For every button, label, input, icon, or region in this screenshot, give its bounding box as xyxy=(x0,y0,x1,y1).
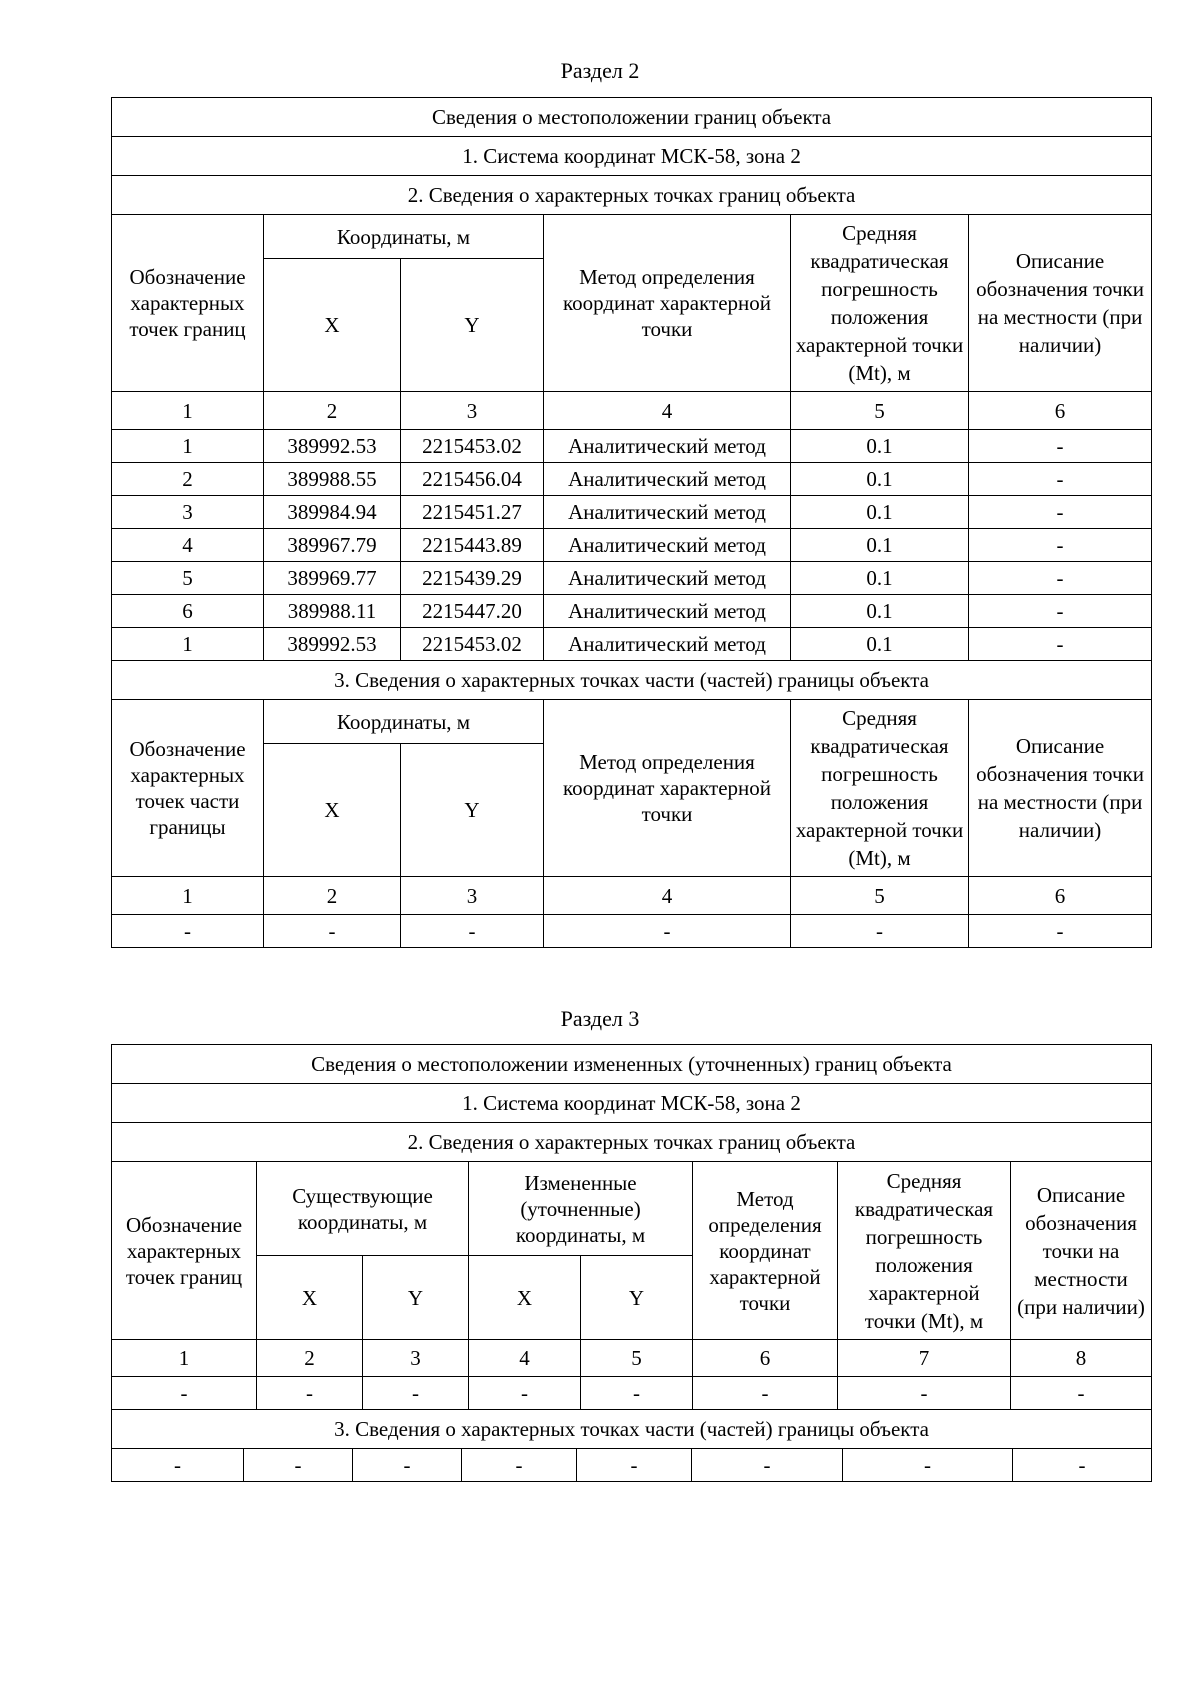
points-section-title: 2. Сведения о характерных точках границ объекта xyxy=(112,176,1152,215)
empty-cell: - xyxy=(791,915,969,948)
point-id-cell: 1 xyxy=(112,628,264,661)
point-id-cell: 5 xyxy=(112,562,264,595)
col-number: 2 xyxy=(257,1340,363,1377)
col-header-method: Метод определения координат характерной точки xyxy=(544,215,791,392)
point-id-cell: 2 xyxy=(112,463,264,496)
table-row xyxy=(112,915,1152,948)
error-cell: 0.1 xyxy=(791,463,969,496)
col-number: 5 xyxy=(581,1340,693,1377)
method-cell: Аналитический метод xyxy=(544,595,791,628)
error-cell: 0.1 xyxy=(791,595,969,628)
col-header-coords: Координаты, м xyxy=(264,215,544,259)
empty-cell: - xyxy=(969,915,1152,948)
section-2-header: Сведения о местоположении границ объекта xyxy=(112,98,1152,137)
col-header-existing-coords: Существующие координаты, м xyxy=(257,1162,469,1256)
col-number: 5 xyxy=(791,392,969,430)
table-row xyxy=(112,430,1152,463)
empty-cell: - xyxy=(577,1449,692,1482)
empty-cell: - xyxy=(469,1377,581,1410)
description-cell: - xyxy=(969,562,1152,595)
parts-column-number-row xyxy=(112,877,1152,915)
method-cell: Аналитический метод xyxy=(544,463,791,496)
empty-cell: - xyxy=(363,1377,469,1410)
parts-section-title: 3. Сведения о характерных точках части (частей) границы объекта xyxy=(112,1410,1152,1449)
x-coordinate-cell: 389988.11 xyxy=(264,595,401,628)
col-number: 6 xyxy=(969,392,1152,430)
parts-col-header-y: Y xyxy=(401,744,544,877)
empty-cell: - xyxy=(112,1377,257,1410)
empty-cell: - xyxy=(581,1377,693,1410)
col-number: 7 xyxy=(838,1340,1011,1377)
x-coordinate-cell: 389969.77 xyxy=(264,562,401,595)
section-3-parts-table xyxy=(111,1409,1152,1482)
col-header-existing-y: Y xyxy=(363,1256,469,1340)
column-number-row xyxy=(112,392,1152,430)
x-coordinate-cell: 389992.53 xyxy=(264,430,401,463)
empty-cell: - xyxy=(692,1449,843,1482)
section-3-table xyxy=(111,1044,1152,1410)
col-number: 1 xyxy=(112,1340,257,1377)
description-cell: - xyxy=(969,595,1152,628)
col-header-description: Описание обозначения точки на местности (при наличии) xyxy=(969,215,1152,392)
empty-cell: - xyxy=(544,915,791,948)
empty-cell: - xyxy=(693,1377,838,1410)
col-number: 1 xyxy=(112,392,264,430)
empty-cell: - xyxy=(112,915,264,948)
parts-col-header-method: Метод определения координат характерной точки xyxy=(544,700,791,877)
col-header-x: X xyxy=(264,259,401,392)
col-header-changed-x: X xyxy=(469,1256,581,1340)
parts-col-header-x: X xyxy=(264,744,401,877)
y-coordinate-cell: 2215443.89 xyxy=(401,529,544,562)
table-row xyxy=(112,562,1152,595)
col-number: 4 xyxy=(544,877,791,915)
parts-col-header-error: Средняя квадратическая погрешность положения характерной точки (Mt), м xyxy=(791,700,969,877)
empty-cell: - xyxy=(264,915,401,948)
error-cell: 0.1 xyxy=(791,496,969,529)
error-cell: 0.1 xyxy=(791,562,969,595)
coord-system-label: 1. Система координат МСК-58, зона 2 xyxy=(112,137,1152,176)
col-number: 8 xyxy=(1011,1340,1152,1377)
empty-cell: - xyxy=(112,1449,244,1482)
point-id-cell: 1 xyxy=(112,430,264,463)
point-id-cell: 3 xyxy=(112,496,264,529)
empty-cell: - xyxy=(838,1377,1011,1410)
section-3-header: Сведения о местоположении измененных (уточненных) границ объекта xyxy=(112,1045,1152,1084)
y-coordinate-cell: 2215456.04 xyxy=(401,463,544,496)
empty-cell: - xyxy=(1011,1377,1152,1410)
empty-cell: - xyxy=(1013,1449,1152,1482)
error-cell: 0.1 xyxy=(791,628,969,661)
x-coordinate-cell: 389988.55 xyxy=(264,463,401,496)
parts-col-header-description: Описание обозначения точки на местности (при наличии) xyxy=(969,700,1152,877)
description-cell: - xyxy=(969,430,1152,463)
col-header-y: Y xyxy=(401,259,544,392)
table-row xyxy=(112,1449,1152,1482)
method-cell: Аналитический метод xyxy=(544,628,791,661)
y-coordinate-cell: 2215451.27 xyxy=(401,496,544,529)
col-header-method: Метод определения координат характерной точки xyxy=(693,1162,838,1340)
col-header-description: Описание обозначения точки на местности (при наличии) xyxy=(1011,1162,1152,1340)
point-id-cell: 6 xyxy=(112,595,264,628)
description-cell: - xyxy=(969,628,1152,661)
empty-cell: - xyxy=(401,915,544,948)
description-cell: - xyxy=(969,496,1152,529)
method-cell: Аналитический метод xyxy=(544,562,791,595)
col-number: 6 xyxy=(969,877,1152,915)
y-coordinate-cell: 2215453.02 xyxy=(401,628,544,661)
parts-col-header-designation: Обозначение характерных точек части границы xyxy=(112,700,264,877)
table-row xyxy=(112,628,1152,661)
empty-cell: - xyxy=(353,1449,462,1482)
empty-cell: - xyxy=(257,1377,363,1410)
description-cell: - xyxy=(969,463,1152,496)
y-coordinate-cell: 2215453.02 xyxy=(401,430,544,463)
table-row xyxy=(112,496,1152,529)
x-coordinate-cell: 389967.79 xyxy=(264,529,401,562)
col-number: 2 xyxy=(264,392,401,430)
column-number-row xyxy=(112,1340,1152,1377)
col-header-existing-x: X xyxy=(257,1256,363,1340)
method-cell: Аналитический метод xyxy=(544,496,791,529)
error-cell: 0.1 xyxy=(791,529,969,562)
table-row xyxy=(112,1377,1152,1410)
empty-cell: - xyxy=(843,1449,1013,1482)
col-number: 4 xyxy=(544,392,791,430)
col-number: 3 xyxy=(401,877,544,915)
table-row xyxy=(112,595,1152,628)
empty-cell: - xyxy=(244,1449,353,1482)
section-2-title: Раздел 2 xyxy=(560,58,640,83)
y-coordinate-cell: 2215447.20 xyxy=(401,595,544,628)
col-number: 6 xyxy=(693,1340,838,1377)
table-row xyxy=(112,529,1152,562)
parts-section-title: 3. Сведения о характерных точках части (частей) границы объекта xyxy=(112,661,1152,700)
col-header-changed-coords: Измененные (уточненные) координаты, м xyxy=(469,1162,693,1256)
col-number: 4 xyxy=(469,1340,581,1377)
col-header-designation: Обозначение характерных точек границ xyxy=(112,1162,257,1340)
col-number: 3 xyxy=(363,1340,469,1377)
col-header-designation: Обозначение характерных точек границ xyxy=(112,215,264,392)
method-cell: Аналитический метод xyxy=(544,529,791,562)
coord-system-label: 1. Система координат МСК-58, зона 2 xyxy=(112,1084,1152,1123)
x-coordinate-cell: 389984.94 xyxy=(264,496,401,529)
y-coordinate-cell: 2215439.29 xyxy=(401,562,544,595)
empty-cell: - xyxy=(462,1449,577,1482)
error-cell: 0.1 xyxy=(791,430,969,463)
section-2-table xyxy=(111,97,1152,948)
table-row xyxy=(112,463,1152,496)
col-header-error: Средняя квадратическая погрешность положения характерной точки (Mt), м xyxy=(838,1162,1011,1340)
point-id-cell: 4 xyxy=(112,529,264,562)
description-cell: - xyxy=(969,529,1152,562)
col-header-error: Средняя квадратическая погрешность положения характерной точки (Mt), м xyxy=(791,215,969,392)
section-3-title: Раздел 3 xyxy=(560,1006,640,1031)
col-header-changed-y: Y xyxy=(581,1256,693,1340)
col-number: 3 xyxy=(401,392,544,430)
col-number: 1 xyxy=(112,877,264,915)
x-coordinate-cell: 389992.53 xyxy=(264,628,401,661)
col-number: 5 xyxy=(791,877,969,915)
parts-col-header-coords: Координаты, м xyxy=(264,700,544,744)
col-number: 2 xyxy=(264,877,401,915)
method-cell: Аналитический метод xyxy=(544,430,791,463)
points-section-title: 2. Сведения о характерных точках границ объекта xyxy=(112,1123,1152,1162)
